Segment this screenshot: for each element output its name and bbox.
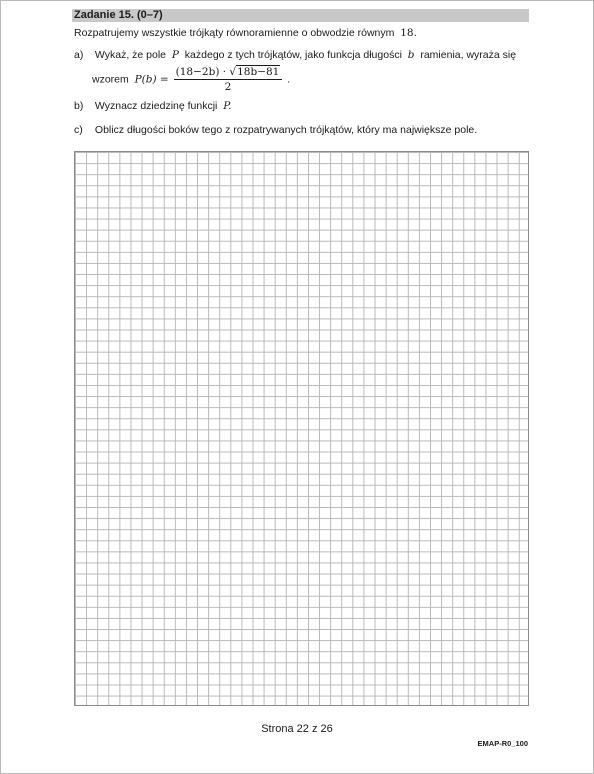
part-a-var-p: P bbox=[171, 49, 179, 61]
part-b-label: b) bbox=[74, 100, 84, 112]
formula-numerator bbox=[174, 66, 283, 80]
part-b-text: Wyznacz dziedzinę funkcji bbox=[94, 100, 218, 112]
part-a bbox=[74, 49, 516, 62]
part-b bbox=[74, 100, 232, 113]
part-a-label: a) bbox=[74, 49, 84, 61]
formula-lhs: P(b) = bbox=[134, 73, 169, 86]
part-b-var: P. bbox=[223, 100, 232, 112]
formula-fraction bbox=[174, 66, 283, 93]
part-c bbox=[74, 124, 477, 137]
exam-code: EMAP-R0_100 bbox=[477, 739, 528, 748]
intro-value: 18. bbox=[400, 27, 417, 39]
part-a-text2: każdego z tych trójkątów, jako funkcja długości bbox=[184, 49, 402, 61]
intro-text: Rozpatrujemy wszystkie trójkąty równoramienne o obwodzie równym bbox=[74, 27, 395, 39]
formula-sqrt: 18b−81 bbox=[237, 66, 280, 78]
part-a-text4: wzorem bbox=[92, 73, 129, 86]
part-a-text3: ramienia, wyraża się bbox=[420, 49, 517, 61]
part-a-text1: Wykaż, że pole bbox=[94, 49, 167, 61]
part-a-var-b: b bbox=[407, 49, 415, 61]
answer-grid[interactable] bbox=[74, 151, 529, 706]
page-number: Strona 22 z 26 bbox=[261, 723, 333, 735]
formula-end: . bbox=[287, 73, 291, 86]
part-c-text: Oblicz długości boków tego z rozpatrywanych trójkątów, który ma największe pole. bbox=[94, 124, 478, 136]
task-intro bbox=[74, 27, 417, 40]
part-a-formula-line bbox=[92, 66, 290, 93]
part-c-label: c) bbox=[74, 124, 83, 136]
formula-denominator: 2 bbox=[224, 81, 232, 93]
formula-num-left: (18−2b) · √ bbox=[175, 66, 237, 78]
task-header: Zadanie 15. (0–7) bbox=[72, 9, 529, 22]
